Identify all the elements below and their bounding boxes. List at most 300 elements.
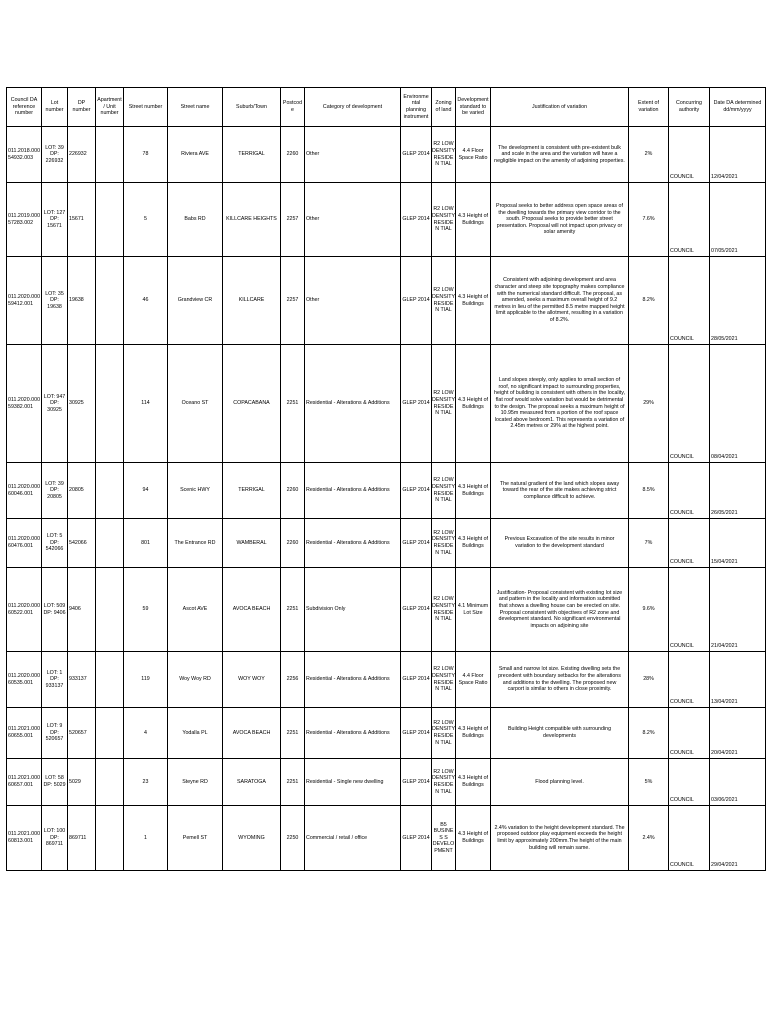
cell-justification-text: Flood planning level. xyxy=(535,778,584,785)
cell-da-reference xyxy=(7,183,42,257)
cell-dp-number-text: 19638 xyxy=(69,297,84,304)
cell-planning-instrument-text: GLEP 2014 xyxy=(402,729,430,736)
cell-suburb-text: SARATOGA xyxy=(237,778,266,785)
cell-suburb xyxy=(223,759,281,806)
cell-standard xyxy=(456,519,491,568)
cell-authority xyxy=(669,708,710,759)
cell-zoning xyxy=(432,806,456,871)
header-authority: Concurring authority xyxy=(669,88,710,127)
cell-dp-number xyxy=(68,652,96,708)
cell-street-number-text: 59 xyxy=(142,606,149,613)
cell-lot-number xyxy=(42,345,68,463)
cell-category xyxy=(305,345,401,463)
cell-street-number-text: 94 xyxy=(142,487,149,494)
cell-date xyxy=(710,652,766,708)
cell-suburb-text: AVOCA BEACH xyxy=(232,729,271,736)
cell-postcode-text: 2250 xyxy=(286,834,299,841)
cell-street-name-text: The Entrance RD xyxy=(174,539,216,546)
cell-dp-number xyxy=(68,183,96,257)
cell-da-reference-text: 011.2021.000 60655.001 xyxy=(8,726,41,739)
cell-date-text: 07/05/2021 xyxy=(711,248,738,255)
cell-authority xyxy=(669,759,710,806)
cell-zoning xyxy=(432,183,456,257)
cell-postcode xyxy=(281,127,305,183)
header-extent: Extent of variation xyxy=(629,88,669,127)
cell-postcode xyxy=(281,568,305,652)
header-postcode: Postcode xyxy=(281,88,305,127)
cell-standard-text: 4.3 Height of Buildings xyxy=(457,212,489,226)
variations-table xyxy=(6,87,766,871)
cell-lot-number xyxy=(42,652,68,708)
cell-planning-instrument-text: GLEP 2014 xyxy=(402,400,430,407)
header-row xyxy=(7,88,766,127)
cell-justification-text: Land slopes steeply, only applies to small section of roof, no significant impact to surrounding properties, height of building is consistent with others in the locality, flat roof would solve variation but would be detrimental to the design. The proposal seeks a maximum height of 10.95m measured from a portion of the roof space located above bedroom1. This represents a variation of 2.45m metres or 29% at the highest point. xyxy=(494,377,625,430)
cell-dp-number-text: 9406 xyxy=(69,606,81,613)
cell-zoning xyxy=(432,652,456,708)
cell-dp-number xyxy=(68,806,96,871)
cell-street-number xyxy=(124,652,168,708)
cell-postcode-text: 2251 xyxy=(286,400,299,407)
cell-authority-text: COUNCIL xyxy=(670,174,694,181)
cell-justification-text: Small and narrow lot size. Existing dwelling sets the precedent with boundary setbacks for the alterations and additions to the dwelling. The proposed new carport is similar to others in close proximity. xyxy=(498,666,621,693)
cell-extent-text: 8.2% xyxy=(642,297,655,304)
cell-suburb-text: WYOMING xyxy=(238,834,265,841)
cell-suburb xyxy=(223,519,281,568)
cell-postcode-text: 2260 xyxy=(286,151,299,158)
cell-extent-text: 2.4% xyxy=(642,834,655,841)
cell-planning-instrument-text: GLEP 2014 xyxy=(402,487,430,494)
cell-standard xyxy=(456,183,491,257)
cell-street-name xyxy=(168,568,223,652)
cell-category-text: Commercial / retail / office xyxy=(306,834,368,841)
cell-authority-text: COUNCIL xyxy=(670,750,694,757)
cell-postcode xyxy=(281,759,305,806)
cell-postcode-text: 2260 xyxy=(286,539,299,546)
cell-zoning-text: R2 LOW DENSITY RESIDEN TIAL xyxy=(432,596,455,623)
cell-suburb xyxy=(223,463,281,519)
cell-planning-instrument xyxy=(401,568,432,652)
cell-category xyxy=(305,127,401,183)
cell-category-text: Residential - Alterations & Additions xyxy=(306,539,390,546)
cell-authority-text: COUNCIL xyxy=(670,454,694,461)
cell-dp-number xyxy=(68,257,96,345)
cell-date xyxy=(710,463,766,519)
cell-category xyxy=(305,708,401,759)
cell-standard xyxy=(456,463,491,519)
cell-postcode-text: 2260 xyxy=(286,487,299,494)
cell-category-text: Residential - Alterations & Additions xyxy=(306,487,390,494)
cell-authority-text: COUNCIL xyxy=(670,248,694,255)
cell-authority-text: COUNCIL xyxy=(670,643,694,650)
cell-justification xyxy=(491,568,629,652)
cell-street-name-text: Pemell ST xyxy=(182,834,208,841)
cell-dp-number-text: 869711 xyxy=(69,834,87,841)
cell-zoning-text: R2 LOW DENSITY RESIDEN TIAL xyxy=(432,719,455,746)
header-lot-number: Lot number xyxy=(42,88,68,127)
table-row xyxy=(7,568,766,652)
header-zoning: Zoning of land xyxy=(432,88,456,127)
cell-street-name-text: Grandview CR xyxy=(177,297,213,304)
cell-standard-text: 4.3 Height of Buildings xyxy=(457,483,489,497)
cell-street-number xyxy=(124,463,168,519)
cell-da-reference xyxy=(7,519,42,568)
cell-zoning xyxy=(432,759,456,806)
cell-extent xyxy=(629,806,669,871)
cell-lot-number-text: LOT: 947 DP: 30925 xyxy=(43,393,66,413)
cell-dp-number-text: 20805 xyxy=(69,487,84,494)
cell-street-name-text: Yodalla PL xyxy=(182,729,208,736)
cell-date xyxy=(710,519,766,568)
cell-lot-number xyxy=(42,127,68,183)
cell-category-text: Residential - Alterations & Additions xyxy=(306,676,390,683)
cell-justification xyxy=(491,759,629,806)
cell-planning-instrument xyxy=(401,127,432,183)
cell-extent-text: 29% xyxy=(643,400,654,407)
cell-standard xyxy=(456,568,491,652)
cell-dp-number-text: 226932 xyxy=(69,151,87,158)
cell-standard-text: 4.4 Floor Space Ratio xyxy=(458,672,488,686)
cell-postcode xyxy=(281,652,305,708)
cell-postcode xyxy=(281,708,305,759)
cell-lot-number xyxy=(42,519,68,568)
cell-category-text: Other xyxy=(306,216,320,223)
cell-unit-number xyxy=(96,759,124,806)
cell-authority-text: COUNCIL xyxy=(670,510,694,517)
cell-da-reference xyxy=(7,759,42,806)
cell-zoning xyxy=(432,568,456,652)
cell-date-text: 08/04/2021 xyxy=(711,454,738,461)
cell-planning-instrument-text: GLEP 2014 xyxy=(402,216,430,223)
cell-justification xyxy=(491,652,629,708)
cell-postcode xyxy=(281,257,305,345)
cell-authority-text: COUNCIL xyxy=(670,862,694,869)
cell-justification-text: Building Height compatible with surrounding developments xyxy=(507,726,612,739)
header-dp-number: DP number xyxy=(68,88,96,127)
cell-dp-number xyxy=(68,759,96,806)
cell-standard xyxy=(456,806,491,871)
cell-da-reference-text: 011.2020.000 59382.001 xyxy=(8,396,41,410)
cell-standard-text: 4.3 Height of Buildings xyxy=(457,831,489,844)
cell-extent-text: 28% xyxy=(643,676,654,683)
cell-unit-number xyxy=(96,183,124,257)
cell-zoning xyxy=(432,345,456,463)
cell-standard-text: 4.3 Height of Buildings xyxy=(457,536,489,549)
cell-dp-number-text: 5029 xyxy=(69,778,81,785)
header-street-name: Street name xyxy=(168,88,223,127)
cell-authority xyxy=(669,568,710,652)
cell-zoning-text: R2 LOW DENSITY RESIDEN TIAL xyxy=(432,666,455,693)
cell-justification xyxy=(491,127,629,183)
cell-extent xyxy=(629,127,669,183)
cell-authority xyxy=(669,345,710,463)
cell-dp-number xyxy=(68,519,96,568)
cell-justification-text: Previous Excavation of the site results in minor variation to the development standard xyxy=(504,536,615,549)
cell-category xyxy=(305,257,401,345)
cell-standard xyxy=(456,345,491,463)
cell-lot-number xyxy=(42,183,68,257)
header-planning-instrument: Environmental planning instrument xyxy=(401,88,432,127)
cell-planning-instrument xyxy=(401,257,432,345)
cell-unit-number xyxy=(96,345,124,463)
cell-dp-number xyxy=(68,127,96,183)
cell-street-number-text: 801 xyxy=(141,539,150,546)
cell-extent xyxy=(629,345,669,463)
table-row xyxy=(7,652,766,708)
cell-lot-number xyxy=(42,806,68,871)
cell-suburb xyxy=(223,652,281,708)
cell-suburb xyxy=(223,127,281,183)
header-category: Category of development xyxy=(305,88,401,127)
cell-da-reference xyxy=(7,652,42,708)
cell-category-text: Residential - Single new dwelling xyxy=(306,778,384,785)
cell-category xyxy=(305,806,401,871)
cell-street-number-text: 4 xyxy=(144,729,147,736)
cell-da-reference xyxy=(7,708,42,759)
cell-date xyxy=(710,568,766,652)
cell-street-number xyxy=(124,183,168,257)
cell-justification xyxy=(491,183,629,257)
cell-suburb-text: KILLCARE HEIGHTS xyxy=(226,216,277,223)
cell-lot-number xyxy=(42,568,68,652)
cell-suburb xyxy=(223,345,281,463)
cell-street-name xyxy=(168,708,223,759)
cell-extent-text: 7% xyxy=(644,539,653,546)
cell-standard-text: 4.3 Height of Buildings xyxy=(457,726,489,739)
cell-street-number-text: 23 xyxy=(142,778,149,785)
cell-suburb-text: AVOCA BEACH xyxy=(232,606,271,613)
cell-date xyxy=(710,127,766,183)
cell-postcode-text: 2256 xyxy=(286,676,299,683)
cell-lot-number-text: LOT: 1 DP: 933137 xyxy=(45,669,64,689)
cell-justification-text: The development is consistent with pre-existent bulk and scale in the area and the variation will have a negligible impact on the amenity of adjoining properties. xyxy=(494,144,625,164)
cell-planning-instrument-text: GLEP 2014 xyxy=(402,297,430,304)
cell-standard xyxy=(456,257,491,345)
cell-postcode-text: 2251 xyxy=(286,729,299,736)
cell-extent xyxy=(629,519,669,568)
cell-justification-text: Justification- Proposal consistent with existing lot size and pattern in the locality and information submitted that shows a dwelling house can be erected on site. Proposal consistent with objectives of R2 zone and development standard. No significant environmental impacts on adjoining site xyxy=(496,589,623,629)
cell-suburb xyxy=(223,568,281,652)
cell-suburb-text: KILLCARE xyxy=(238,297,265,304)
cell-street-name xyxy=(168,806,223,871)
cell-date-text: 13/04/2021 xyxy=(711,699,738,706)
cell-da-reference-text: 011.2021.000 60657.001 xyxy=(8,775,41,788)
cell-suburb-text: COPACABANA xyxy=(233,400,270,407)
cell-street-number xyxy=(124,568,168,652)
cell-date xyxy=(710,806,766,871)
cell-category xyxy=(305,519,401,568)
cell-lot-number-text: LOT: 127 DP: 15671 xyxy=(43,209,66,229)
cell-da-reference-text: 011.2020.000 60522.001 xyxy=(8,602,41,616)
cell-extent-text: 2% xyxy=(644,151,653,158)
cell-da-reference-text: 011.2020.000 60535.001 xyxy=(8,672,41,686)
cell-postcode-text: 2257 xyxy=(286,297,299,304)
cell-street-name xyxy=(168,127,223,183)
cell-justification-text: Proposal seeks to better address open space areas of the dwelling towards the primary view corridor to the south. Proposal seeks to provide better street presentation. Proposal will not impact upon privacy or solar amenity xyxy=(496,203,623,236)
cell-date-text: 15/04/2021 xyxy=(711,559,738,566)
cell-street-number-text: 114 xyxy=(141,400,150,407)
cell-planning-instrument xyxy=(401,519,432,568)
cell-authority-text: COUNCIL xyxy=(670,797,694,804)
cell-da-reference-text: 011.2020.000 60046.001 xyxy=(8,483,41,497)
cell-extent xyxy=(629,183,669,257)
cell-street-number xyxy=(124,345,168,463)
cell-planning-instrument-text: GLEP 2014 xyxy=(402,778,430,785)
cell-street-number xyxy=(124,257,168,345)
cell-street-name xyxy=(168,652,223,708)
cell-authority xyxy=(669,183,710,257)
cell-date-text: 28/05/2021 xyxy=(711,336,738,343)
cell-unit-number xyxy=(96,463,124,519)
cell-planning-instrument xyxy=(401,652,432,708)
cell-planning-instrument xyxy=(401,345,432,463)
cell-date-text: 12/04/2021 xyxy=(711,174,738,181)
cell-dp-number xyxy=(68,345,96,463)
cell-street-number-text: 119 xyxy=(141,676,150,683)
cell-zoning-text: R2 LOW DENSITY RESIDEN TIAL xyxy=(432,529,455,556)
cell-planning-instrument-text: GLEP 2014 xyxy=(402,606,430,613)
cell-street-number-text: 78 xyxy=(142,151,149,158)
cell-justification xyxy=(491,463,629,519)
cell-zoning-text: R2 LOW DENSITY RESIDEN TIAL xyxy=(432,287,455,314)
cell-street-number xyxy=(124,127,168,183)
cell-standard xyxy=(456,708,491,759)
cell-date-text: 21/04/2021 xyxy=(711,643,738,650)
cell-street-name xyxy=(168,463,223,519)
cell-date xyxy=(710,708,766,759)
cell-da-reference xyxy=(7,463,42,519)
cell-standard-text: 4.1 Minimum Lot Size xyxy=(457,602,489,616)
cell-lot-number xyxy=(42,463,68,519)
cell-postcode-text: 2251 xyxy=(286,778,299,785)
cell-zoning-text: R2 LOW DENSITY RESIDEN TIAL xyxy=(432,477,455,504)
cell-lot-number xyxy=(42,257,68,345)
cell-dp-number-text: 15671 xyxy=(69,216,84,223)
cell-extent xyxy=(629,568,669,652)
cell-suburb-text: WAMBERAL xyxy=(236,539,267,546)
table-row xyxy=(7,257,766,345)
cell-unit-number xyxy=(96,806,124,871)
cell-street-name xyxy=(168,759,223,806)
cell-category xyxy=(305,759,401,806)
cell-lot-number-text: LOT: 58 DP: 5029 xyxy=(43,775,66,788)
cell-lot-number-text: LOT: 509 DP: 9406 xyxy=(43,602,66,616)
cell-postcode xyxy=(281,345,305,463)
cell-suburb xyxy=(223,806,281,871)
cell-justification xyxy=(491,708,629,759)
cell-planning-instrument xyxy=(401,708,432,759)
cell-date-text: 03/06/2021 xyxy=(711,797,738,804)
cell-authority xyxy=(669,806,710,871)
cell-authority xyxy=(669,519,710,568)
cell-lot-number-text: LOT: 39 DP: 20805 xyxy=(45,480,64,500)
cell-suburb xyxy=(223,183,281,257)
cell-justification-text: The natural gradient of the land which slopes away toward the rear of the site makes achieving strict compliance difficult to achieve. xyxy=(499,480,620,500)
cell-da-reference xyxy=(7,127,42,183)
cell-standard-text: 4.3 Height of Buildings xyxy=(457,293,489,307)
cell-extent-text: 5% xyxy=(644,778,653,785)
cell-planning-instrument xyxy=(401,759,432,806)
cell-postcode xyxy=(281,183,305,257)
cell-extent-text: 9.6% xyxy=(642,606,655,613)
cell-justification xyxy=(491,257,629,345)
cell-suburb-text: WOY WOY xyxy=(238,676,265,683)
cell-justification xyxy=(491,806,629,871)
cell-category-text: Residential - Alterations & Additions xyxy=(306,729,390,736)
cell-category xyxy=(305,568,401,652)
cell-lot-number-text: LOT: 5 DP: 542066 xyxy=(45,533,64,553)
header-da-reference: Council DA reference number xyxy=(7,88,42,127)
cell-street-number xyxy=(124,759,168,806)
cell-da-reference-text: 011.2018.000 54932.003 xyxy=(8,147,41,161)
cell-dp-number xyxy=(68,568,96,652)
cell-street-name xyxy=(168,257,223,345)
cell-authority-text: COUNCIL xyxy=(670,699,694,706)
cell-zoning-text: R2 LOW DENSITY RESIDEN TIAL xyxy=(432,768,455,795)
cell-da-reference xyxy=(7,257,42,345)
cell-unit-number xyxy=(96,568,124,652)
cell-extent-text: 8.5% xyxy=(642,487,655,494)
table-row xyxy=(7,183,766,257)
cell-extent xyxy=(629,463,669,519)
cell-street-number-text: 46 xyxy=(142,297,149,304)
cell-authority-text: COUNCIL xyxy=(670,559,694,566)
cell-planning-instrument-text: GLEP 2014 xyxy=(402,151,430,158)
cell-street-number xyxy=(124,806,168,871)
cell-planning-instrument-text: GLEP 2014 xyxy=(402,676,430,683)
cell-suburb xyxy=(223,708,281,759)
table-row xyxy=(7,759,766,806)
cell-authority xyxy=(669,127,710,183)
cell-standard xyxy=(456,759,491,806)
cell-da-reference xyxy=(7,345,42,463)
cell-postcode xyxy=(281,519,305,568)
cell-extent xyxy=(629,257,669,345)
cell-da-reference xyxy=(7,806,42,871)
cell-suburb-text: TERRIGAL xyxy=(238,151,265,158)
cell-planning-instrument-text: GLEP 2014 xyxy=(402,539,430,546)
header-suburb: Suburb/Town xyxy=(223,88,281,127)
cell-category-text: Other xyxy=(306,151,320,158)
cell-dp-number-text: 933137 xyxy=(69,676,87,683)
cell-street-name-text: Scenic HWY xyxy=(180,487,210,494)
cell-lot-number-text: LOT: 39 DP: 226932 xyxy=(45,144,64,164)
cell-dp-number-text: 30925 xyxy=(69,400,84,407)
cell-street-name xyxy=(168,183,223,257)
cell-category-text: Other xyxy=(306,297,320,304)
cell-zoning xyxy=(432,519,456,568)
cell-unit-number xyxy=(96,652,124,708)
cell-zoning-text: R2 LOW DENSITY RESIDEN TIAL xyxy=(432,206,455,233)
cell-dp-number xyxy=(68,708,96,759)
header-justification: Justification of variation xyxy=(491,88,629,127)
table-row xyxy=(7,806,766,871)
cell-dp-number xyxy=(68,463,96,519)
cell-unit-number xyxy=(96,127,124,183)
table-row xyxy=(7,708,766,759)
cell-standard-text: 4.3 Height of Buildings xyxy=(457,775,489,788)
header-unit-number: Apartment/ Unit number xyxy=(96,88,124,127)
table-row xyxy=(7,127,766,183)
cell-category xyxy=(305,463,401,519)
cell-lot-number-text: LOT: 9 DP: 520657 xyxy=(45,723,64,743)
variations-register-sheet xyxy=(6,87,766,871)
cell-zoning xyxy=(432,257,456,345)
cell-justification-text: Consistent with adjoining development and area character and steep site topography makes compliance with the numerical standard difficult. The proposal, as amended, seeks a maximum overall height of 9.2 metres in lieu of the permitted 8.5 metre mapped height limit applicable to the allotment, resulting in a variation of 8.2%. xyxy=(494,277,625,323)
cell-da-reference-text: 011.2020.000 59412.001 xyxy=(8,293,41,307)
cell-standard xyxy=(456,652,491,708)
cell-category xyxy=(305,652,401,708)
cell-street-name-text: Woy Woy RD xyxy=(179,676,211,683)
